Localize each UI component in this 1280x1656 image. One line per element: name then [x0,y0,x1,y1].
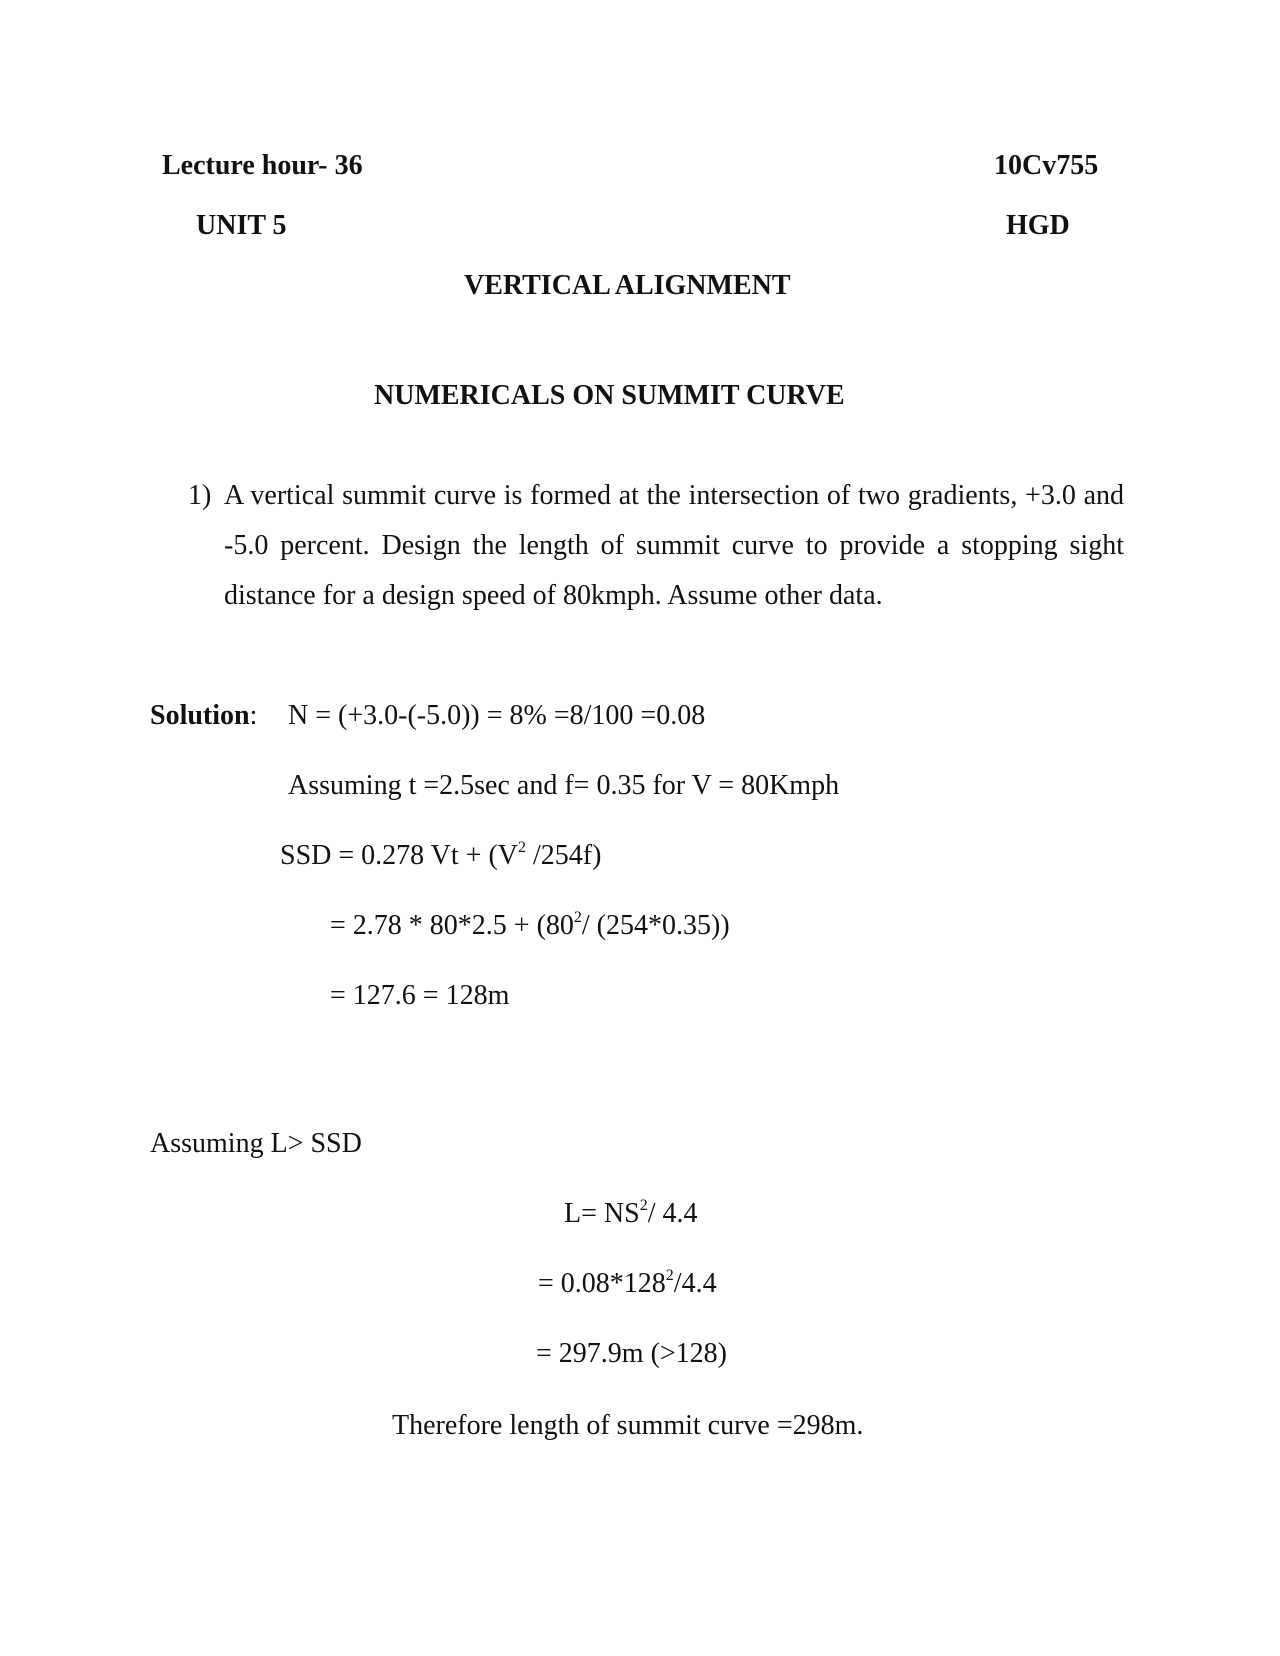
length-formula-part: / 4.4 [647,1198,698,1229]
ssd-formula-part: /254f) [526,840,602,871]
solution-assumption-line: Assuming t =2.5sec and f= 0.35 for V = 80Kmph [288,770,840,801]
lecture-hour: Lecture hour- 36 [162,150,363,181]
solution-label-line [150,702,257,730]
ssd-exponent: 2 [518,839,526,856]
subject-code: HGD [1006,210,1070,241]
ssd-result: = 127.6 = 128m [330,980,510,1011]
ssd-calc-part: = 2.78 * 80*2.5 + (80 [330,910,574,941]
length-formula-part: L= NS [564,1198,640,1229]
solution-colon: : [249,700,258,731]
page-title: VERTICAL ALIGNMENT [464,270,791,301]
problem-text: A vertical summit curve is formed at the intersection of two gradients, +3.0 and -5.0 percent. Design the length of summit curve to provide a stopping sight distance for a design speed of 80kmph. Assume other data. [224,480,1124,611]
length-sub-part: = 0.08*128 [538,1268,666,1299]
ssd-calc-part: / (254*0.35)) [581,910,730,941]
length-assumption: Assuming L> SSD [150,1128,362,1159]
length-result: = 297.9m (>128) [536,1338,728,1369]
conclusion: Therefore length of summit curve =298m. [392,1410,864,1441]
course-code: 10Cv755 [994,150,1099,181]
unit-label: UNIT 5 [196,210,287,241]
ssd-calculation [330,909,730,941]
ssd-formula-part: SSD = 0.278 Vt + (V [280,840,518,871]
solution-label: Solution [150,700,250,731]
length-sub-part: /4.4 [673,1268,717,1299]
ssd-calc-exponent: 2 [573,909,582,926]
length-formula [564,1197,698,1229]
solution-gradient-line: N = (+3.0-(-5.0)) = 8% =8/100 =0.08 [288,700,706,731]
length-exponent: 2 [639,1197,648,1214]
section-subtitle: NUMERICALS ON SUMMIT CURVE [374,380,845,411]
ssd-formula [280,839,602,871]
length-sub-exponent: 2 [665,1267,674,1284]
length-substitution [538,1267,717,1299]
problem-number: 1) [188,480,212,511]
